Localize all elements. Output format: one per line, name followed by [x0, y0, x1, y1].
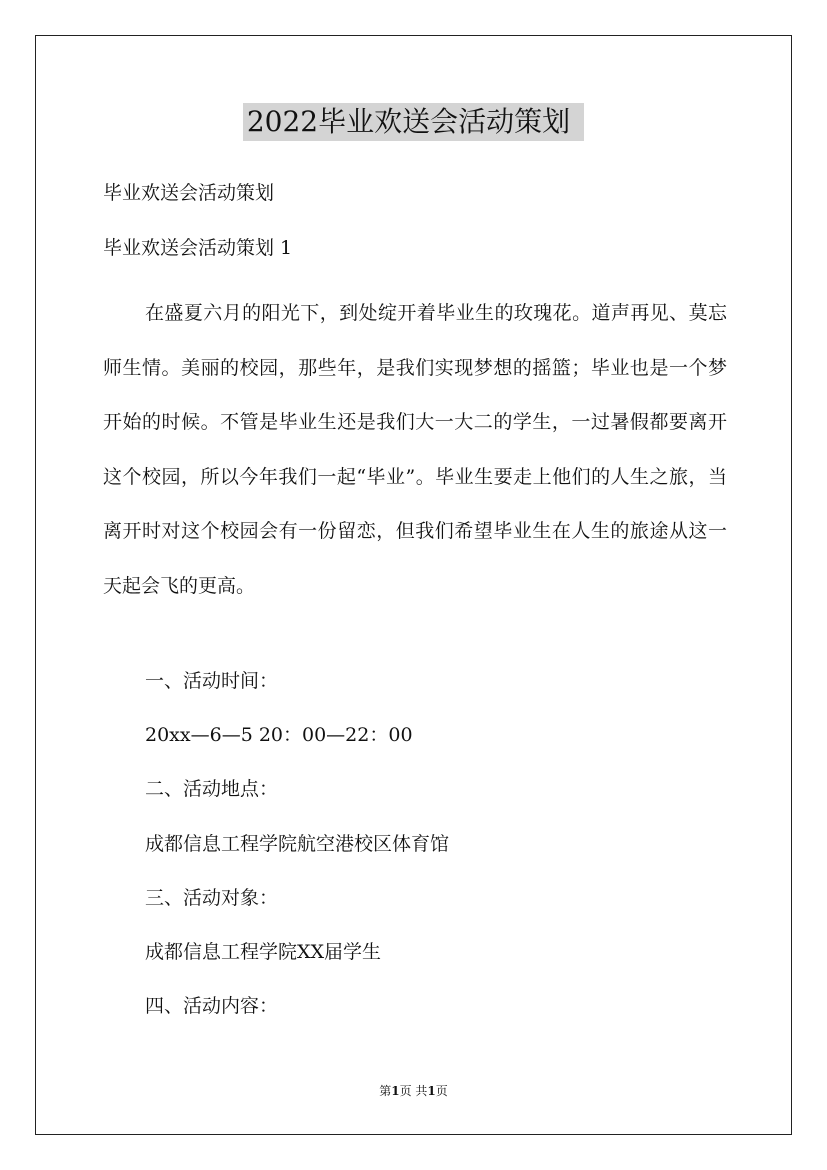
footer-page-number: 1 [391, 1084, 400, 1098]
item-heading-audience: 三、活动对象： [145, 887, 279, 909]
item-value-location: 成都信息工程学院航空港校区体育馆 [145, 833, 450, 855]
footer-total-suffix: 页 [435, 1084, 448, 1098]
title-container [0, 103, 827, 141]
section-heading: 毕业欢送会活动策划 1 [103, 237, 293, 259]
item-heading-location: 二、活动地点： [145, 778, 279, 800]
item-value-audience: 成都信息工程学院XX届学生 [145, 941, 382, 963]
document-title: 2022毕业欢送会活动策划 [243, 103, 584, 141]
footer-page-suffix: 页 共 [399, 1084, 428, 1098]
footer-page-prefix: 第 [379, 1084, 392, 1098]
document-subtitle: 毕业欢送会活动策划 [103, 182, 275, 204]
footer-total-pages: 1 [427, 1084, 436, 1098]
item-heading-time: 一、活动时间： [145, 670, 279, 692]
intro-paragraph: 在盛夏六月的阳光下，到处绽开着毕业生的玫瑰花。道声再见、莫忘师生情。美丽的校园，那些年，是我们实现梦想的摇篮；毕业也是一个梦开始的时候。不管是毕业生还是我们大一大二的学生，一过暑假都要离开这个校园，所以今年我们一起“毕业”。毕业生要走上他们的人生之旅，当离开时对这个校园会有一份留恋，但我们希望毕业生在人生的旅途从这一天起会飞的更高。 [103, 302, 727, 597]
item-heading-content: 四、活动内容： [145, 995, 279, 1017]
page-footer [0, 1083, 827, 1099]
item-value-time: 20xx—6—5 20：00—22：00 [145, 724, 413, 746]
